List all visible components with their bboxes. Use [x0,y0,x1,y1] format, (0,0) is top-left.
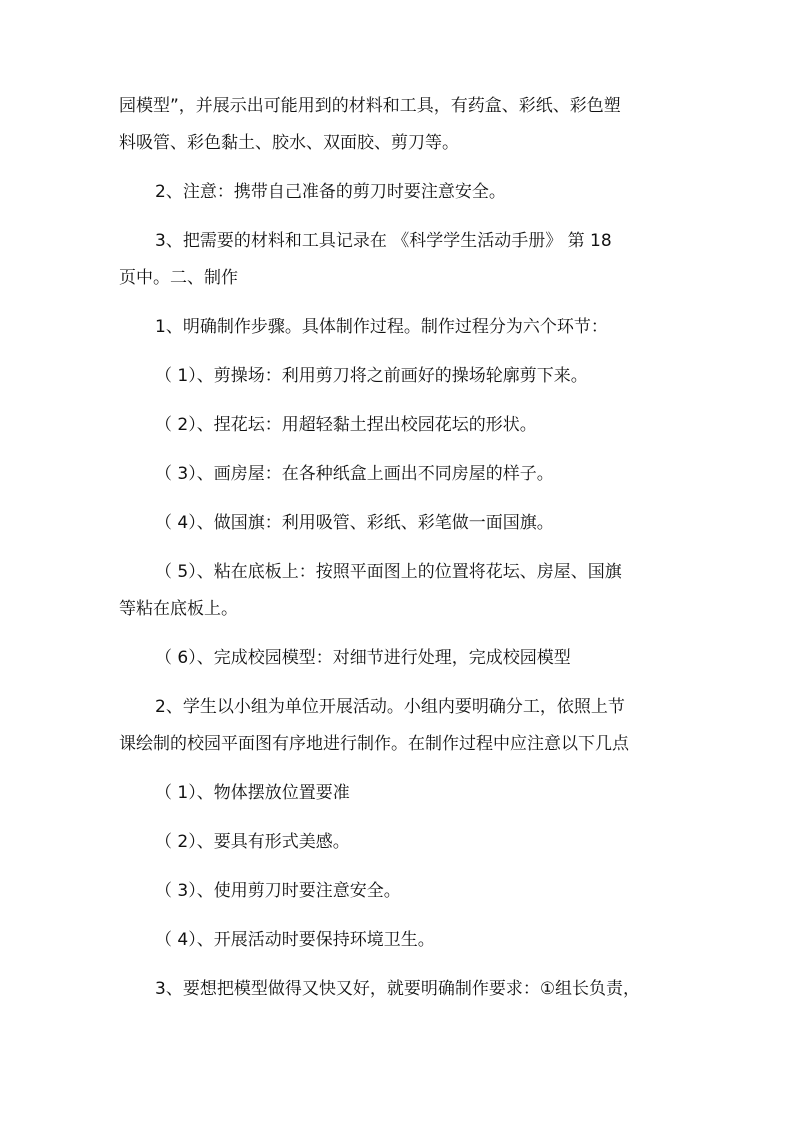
paragraph-step-4 [119,505,675,542]
text-line: 3、要想把模型做得又快又好，就要明确制作要求：①组长负责， [155,979,641,999]
text-line: （ 3）、使用剪刀时要注意安全。 [155,881,401,901]
paragraph-requirements [119,971,675,1008]
paragraph-point-4 [119,922,675,959]
text-line: （ 5）、粘在底板上：按照平面图上的位置将花坛、房屋、国旗 [155,562,622,582]
text-line: 2、学生以小组为单位开展活动。小组内要明确分工，依照上节 [155,697,625,717]
text-line: （ 4）、开展活动时要保持环境卫生。 [155,930,435,950]
text-line: （ 3）、画房屋：在各种纸盒上画出不同房屋的样子。 [155,464,554,484]
text-line: 课绘制的校园平面图有序地进行制作。在制作过程中应注意以下几点 [119,734,629,754]
paragraph-safety-note [119,174,675,211]
paragraph-materials [119,88,675,162]
text-line: （ 2）、捏花坛：用超轻黏土捏出校园花坛的形状。 [155,415,537,435]
paragraph-point-3 [119,873,675,910]
text-line: 1、明确制作步骤。具体制作过程。制作过程分为六个环节： [155,317,608,337]
text-line: 页中。二、制作 [119,268,238,288]
text-line: 2、注意：携带自己准备的剪刀时要注意安全。 [155,182,506,202]
text-line: （ 2）、要具有形式美感。 [155,832,350,852]
paragraph-step-5 [119,554,675,628]
document-body [119,88,675,1020]
paragraph-step-3 [119,456,675,493]
text-line: 园模型”，并展示出可能用到的材料和工具，有药盒、彩纸、彩色塑 [119,96,621,116]
text-line: （ 6）、完成校园模型：对细节进行处理，完成校园模型 [155,648,571,668]
text-line: 3、把需要的材料和工具记录在 《科学学生活动手册》 第 18 [155,231,612,251]
paragraph-point-1 [119,775,675,812]
text-line: （ 1）、物体摆放位置要准 [155,783,350,803]
paragraph-steps-intro [119,309,675,346]
text-line: 等粘在底板上。 [119,599,238,619]
text-line: 料吸管、彩色黏土、胶水、双面胶、剪刀等。 [119,133,459,153]
paragraph-step-6 [119,640,675,677]
paragraph-record [119,223,675,297]
text-line: （ 1）、剪操场：利用剪刀将之前画好的操场轮廓剪下来。 [155,366,588,386]
text-line: （ 4）、做国旗：利用吸管、彩纸、彩笔做一面国旗。 [155,513,554,533]
paragraph-point-2 [119,824,675,861]
paragraph-step-1 [119,358,675,395]
paragraph-group-activity [119,689,675,763]
paragraph-step-2 [119,407,675,444]
